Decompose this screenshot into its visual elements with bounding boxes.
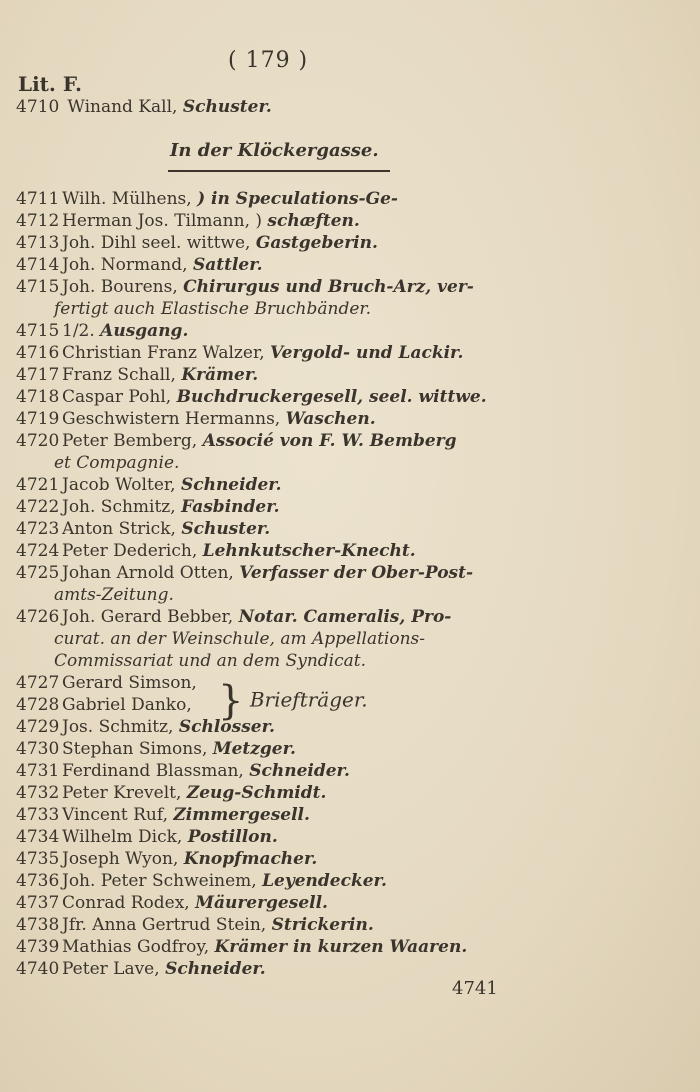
entry-row	[16, 496, 280, 518]
entry-name: Ferdinand Blassman,	[62, 761, 244, 781]
entry-name: Christian Franz Walzer,	[62, 343, 265, 363]
entry-number: 4724	[16, 541, 60, 561]
entry-row	[16, 848, 317, 870]
entry-row	[16, 540, 416, 562]
entry-name: Joh. Schmitz,	[62, 497, 176, 517]
page-number: ( 179 )	[228, 48, 309, 73]
entry-row	[16, 254, 263, 276]
entry-name: Joh. Dihl seel. wittwe,	[62, 233, 251, 253]
entry-number: 4727	[16, 673, 60, 693]
entry-name: Winand Kall,	[67, 97, 178, 117]
entry-occupation: Postillon.	[187, 827, 278, 847]
entry-name: Vincent Ruf,	[62, 805, 168, 825]
entry-name: Stephan Simons,	[62, 739, 208, 759]
entry-occupation: Vergold- und Lackir.	[270, 343, 464, 363]
entry-occupation: Knopfmacher.	[183, 849, 318, 869]
entry-number: 4720	[16, 431, 60, 451]
entry-row	[16, 276, 474, 298]
entry-row	[16, 386, 487, 408]
entry-occupation: Schneider.	[249, 761, 350, 781]
entry-name: Johan Arnold Otten,	[62, 563, 234, 583]
entry-occupation: Zeug-Schmidt.	[186, 783, 327, 803]
entry-occupation: Lehnkutscher-Knecht.	[202, 541, 416, 561]
entry-name: Joh. Normand,	[62, 255, 188, 275]
entry-row	[16, 364, 258, 386]
entry-row	[16, 672, 197, 694]
entry-row	[16, 914, 374, 936]
brace-group	[218, 678, 368, 724]
entry-row	[16, 826, 278, 848]
entry-row	[16, 870, 387, 892]
entry-name: Wilhelm Dick,	[62, 827, 183, 847]
entry-name: Wilh. Mülhens,	[62, 189, 192, 209]
section-rule	[168, 170, 390, 172]
entry-name: Jacob Wolter,	[62, 475, 176, 495]
entry-number: 4728	[16, 695, 60, 715]
entry-occupation: Krämer.	[181, 365, 259, 385]
entry-occupation: Waschen.	[285, 409, 376, 429]
entry-occupation: Schuster.	[181, 519, 271, 539]
entry-number: 4722	[16, 497, 60, 517]
entry-number: 4713	[16, 233, 60, 253]
entry-occupation: Schneider.	[180, 475, 282, 495]
entry-number: 4715	[16, 277, 60, 297]
entry-occupation: Metzger.	[212, 739, 296, 759]
entry-name: Joh. Bourens,	[62, 277, 178, 297]
entry-row	[16, 892, 328, 914]
catchword: 4741	[452, 978, 498, 999]
entry-row	[16, 738, 296, 760]
entry-row	[16, 408, 376, 430]
entry-row	[16, 210, 360, 232]
entry-number: 4732	[16, 783, 60, 803]
entry-number: 4735	[16, 849, 60, 869]
entry-number: 4721	[16, 475, 60, 495]
entry-number: 4718	[16, 387, 60, 407]
entry-number: 4730	[16, 739, 60, 759]
entry-row	[16, 804, 310, 826]
entry-row	[16, 474, 282, 496]
entry-number: 4715	[16, 321, 60, 341]
entry-number: 4723	[16, 519, 60, 539]
entry-name: Peter Dederich,	[62, 541, 198, 561]
entry-number: 4716	[16, 343, 60, 363]
entry-number: 4712	[16, 211, 60, 231]
section-letter: Lit. F.	[18, 72, 82, 96]
entry-row	[16, 936, 467, 958]
entry-occupation: schæften.	[267, 211, 360, 231]
brace-label: Briefträger.	[249, 687, 368, 712]
entry-row	[16, 694, 192, 716]
entry-name: Jos. Schmitz,	[62, 717, 174, 737]
entry-name: Geschwistern Hermanns,	[62, 409, 281, 429]
entry-occupation: Notar. Cameralis, Pro-	[238, 607, 452, 627]
entry-name: Peter Bemberg,	[62, 431, 198, 451]
entry-occupation: Zimmergesell.	[173, 805, 310, 825]
entry-number: 4717	[16, 365, 60, 385]
entry-occupation: Chirurgus und Bruch-Arz, ver-	[183, 277, 474, 297]
entry-name: Joh. Gerard Bebber,	[62, 607, 234, 627]
entry-row	[16, 958, 266, 980]
entry-row	[16, 430, 457, 452]
entry-occupation: Buchdruckergesell, seel. wittwe.	[176, 387, 487, 407]
entry-name: Gabriel Danko,	[62, 695, 192, 715]
entry-number: 4719	[16, 409, 60, 429]
entry-occupation: Schlosser.	[178, 717, 275, 737]
entry-name: Caspar Pohl,	[62, 387, 172, 407]
entry-row	[16, 96, 272, 118]
entry-occupation: Fasbinder.	[181, 497, 280, 517]
entry-name: Anton Strick,	[62, 519, 176, 539]
entry-name: Gerard Simson,	[62, 673, 197, 693]
entry-number: 4734	[16, 827, 60, 847]
entry-number: 4739	[16, 937, 60, 957]
entry-name: 1/2.	[62, 321, 95, 341]
entry-occupation: Verfasser der Ober-Post-	[239, 563, 474, 583]
entry-number: 4731	[16, 761, 60, 781]
entry-row	[16, 320, 188, 342]
entry-row	[16, 232, 378, 254]
entry-row	[16, 606, 451, 628]
entry-name: Herman Jos. Tilmann, )	[62, 211, 263, 231]
brace-icon: }	[218, 678, 244, 724]
entry-occupation: Schneider.	[165, 959, 266, 979]
entry-number: 4733	[16, 805, 60, 825]
entry-occupation: Gastgeberin.	[255, 233, 378, 253]
entry-name: Conrad Rodex,	[62, 893, 190, 913]
entry-occupation: Leyendecker.	[262, 871, 387, 891]
entry-occupation: Associé von F. W. Bemberg	[202, 431, 457, 451]
entry-number: 4737	[16, 893, 60, 913]
entry-occupation: ) in Speculations-Ge-	[197, 189, 398, 209]
entry-name: Jfr. Anna Gertrud Stein,	[62, 915, 267, 935]
entry-row	[16, 562, 473, 584]
entry-number: 4714	[16, 255, 60, 275]
entry-continuation: curat. an der Weinschule, am Appellations-	[54, 629, 426, 649]
entry-continuation: et Compagnie.	[54, 453, 180, 473]
entry-name: Peter Lave,	[62, 959, 160, 979]
entry-occupation: Sattler.	[192, 255, 263, 275]
entry-name: Franz Schall,	[62, 365, 176, 385]
entry-name: Joh. Peter Schweinem,	[62, 871, 257, 891]
entry-occupation: Krämer in kurzen Waaren.	[214, 937, 468, 957]
entry-occupation: Schuster.	[182, 97, 272, 117]
entry-row	[16, 518, 270, 540]
entry-continuation: fertigt auch Elastische Bruchbänder.	[54, 299, 372, 319]
entry-name: Joseph Wyon,	[62, 849, 179, 869]
entry-number: 4711	[16, 189, 60, 209]
entry-name: Peter Krevelt,	[62, 783, 182, 803]
entry-number: 4726	[16, 607, 60, 627]
entry-row	[16, 342, 463, 364]
section-title: In der Klöckergasse.	[170, 140, 379, 161]
entry-number: 4738	[16, 915, 60, 935]
entry-occupation: Mäurergesell.	[195, 893, 328, 913]
entry-continuation: Commissariat und an dem Syndicat.	[54, 651, 366, 671]
entry-name: Mathias Godfroy,	[62, 937, 210, 957]
entry-continuation: amts-Zeitung.	[54, 585, 174, 605]
entry-number: 4740	[16, 959, 60, 979]
entry-row	[16, 782, 326, 804]
entry-number: 4710	[16, 97, 60, 117]
entry-number: 4736	[16, 871, 60, 891]
entry-row	[16, 188, 398, 210]
entry-row	[16, 760, 350, 782]
entry-number: 4729	[16, 717, 60, 737]
entry-occupation: Strickerin.	[271, 915, 374, 935]
entry-number: 4725	[16, 563, 60, 583]
entry-occupation: Ausgang.	[100, 321, 189, 341]
